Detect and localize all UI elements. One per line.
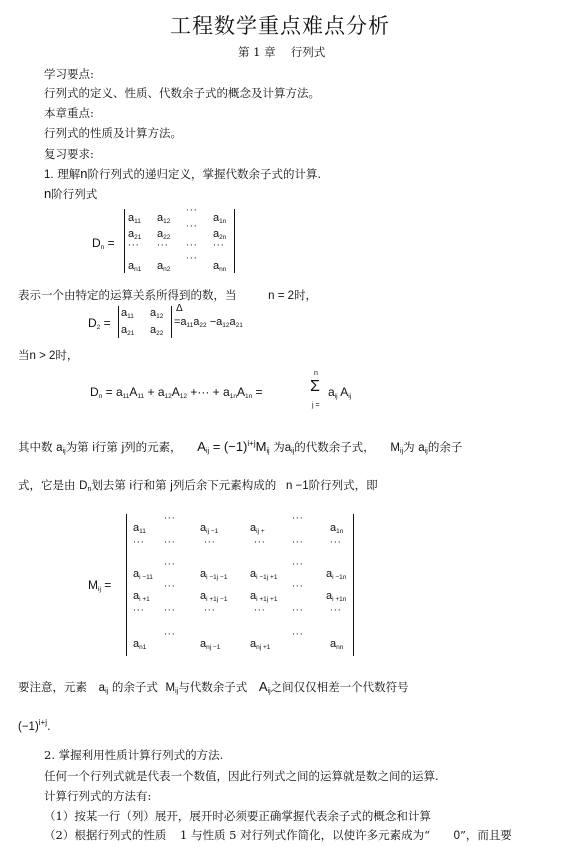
nth-order-label: n阶行列式 bbox=[44, 186, 98, 201]
paragraph-methods: 计算行列式的方法有: bbox=[44, 789, 152, 803]
where-line-2: 式，它是由 $D_n$划去第 i行和第 j列后余下元素构成的 n −1阶行列式，即 bbox=[18, 478, 378, 493]
method-1: （1）按某一行（列）展开，展开时必须要正确掌握代表余子式的概念和计算 bbox=[44, 809, 431, 823]
page-title: 工程数学重点难点分析 bbox=[170, 14, 390, 38]
note-line: 要注意，元素 $a_{ij}$ 的余子式 $M_{ij}$与代数余子式 $A_{ij}$之间仅仅相差一个代数符号 bbox=[18, 679, 409, 695]
dn-description: 表示一个由特定的运算关系所得到的数，当 n = 2时， bbox=[18, 288, 318, 302]
method-2: （2）根据行列式的性质 1 与性质 5 对行列式作简化，以使许多元素成为“ 0”，而且要 bbox=[44, 828, 512, 842]
requirement-2: 2. 掌握利用性质计算行列式的方法. bbox=[44, 748, 224, 762]
study-points-label: 学习要点: bbox=[44, 67, 94, 81]
chapter-heading: 第 1 章 行列式 bbox=[238, 45, 326, 59]
where-line-1: 其中数 $a_{ij}$为第 i行第 j列的元素， $A_{ij} = (-1)^{i+j}M_{ij}$ 为$a_{ij}$的代数余子式， $M_{ij}$为 $a_{ij}$的余子 bbox=[18, 439, 463, 455]
key-points-label: 本章重点: bbox=[44, 106, 94, 120]
key-points-text: 行列式的性质及计算方法。 bbox=[44, 126, 182, 140]
note-sign: $(-1)^{i+j}$. bbox=[18, 718, 51, 733]
paragraph-any-determinant: 任何一个行列式就是代表一个数值，因此行列式之间的运算就是数之间的运算. bbox=[44, 769, 439, 783]
requirement-1: 1. 理解n阶行列式的递归定义，掌握代数余子式的计算. bbox=[44, 166, 322, 181]
when-n-gt-2: 当n > 2时， bbox=[18, 348, 79, 362]
review-label: 复习要求: bbox=[44, 147, 94, 161]
study-points-text: 行列式的定义、性质、代数余子式的概念及计算方法。 bbox=[44, 86, 320, 100]
